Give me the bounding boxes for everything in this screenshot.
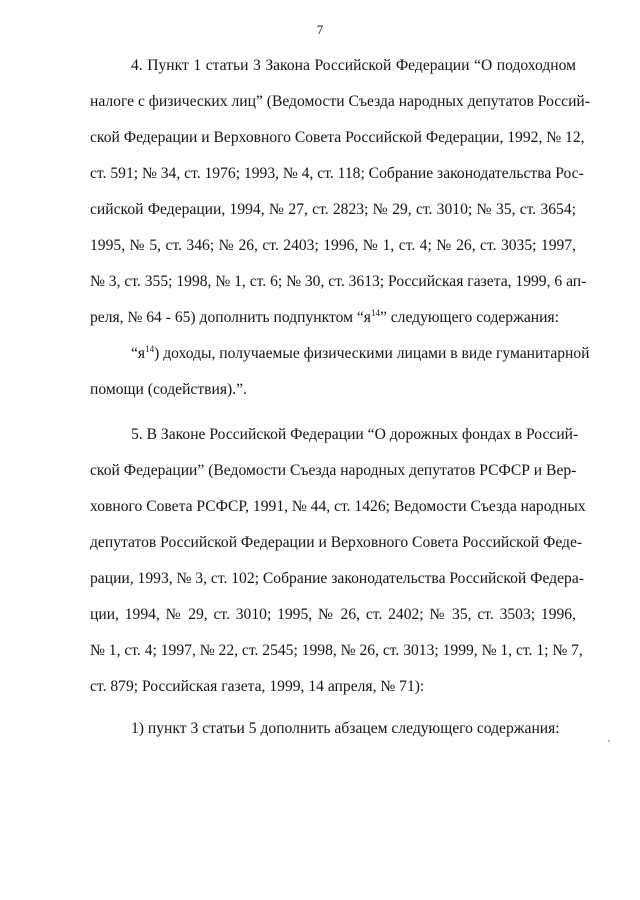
item4-line-1: 4. Пункт 1 статьи 3 Закона Российской Федерации “О подоходном [131, 57, 576, 74]
subitem1-line: 1) пункт 3 статьи 5 дополнить абзацем следующего содержания: [131, 720, 560, 737]
item5-line-2: ской Федерации” (Ведомости Съезда народных депутатов РСФСР и Вер- [90, 462, 577, 479]
item4-line-5: сийской Федерации, 1994, № 27, ст. 2823; № 29, ст. 3010; № 35, ст. 3654; [90, 201, 576, 218]
item5-line-8: ст. 879; Российская газета, 1999, 14 апреля, № 71): [90, 678, 425, 695]
item5-line-5: рации, 1993, № 3, ст. 102; Собрание законодательства Российской Федера- [90, 570, 584, 587]
page-number: 7 [316, 22, 324, 37]
item4-line-8-text-b: ” следующего содержания: [379, 309, 559, 326]
item4-line-4: ст. 591; № 34, ст. 1976; 1993, № 4, ст. 118; Собрание законодательства Рос- [90, 165, 584, 182]
item4-line-2: налоге с физических лиц” (Ведомости Съезда народных депутатов Россий- [90, 93, 590, 110]
quote-line-1 [131, 344, 590, 364]
item4-line-6: 1995, № 5, ст. 346; № 26, ст. 2403; 1996, № 1, ст. 4; № 26, ст. 3035; 1997, [90, 237, 576, 254]
item5-line-3: ховного Совета РСФСР, 1991, № 44, ст. 1426; Ведомости Съезда народных [90, 498, 586, 515]
item4-line-3: ской Федерации и Верховного Совета Российской Федерации, 1992, № 12, [90, 129, 585, 146]
quote-line-1-text-b: ) доходы, получаемые физическими лицами в виде гуманитарной [154, 345, 590, 362]
quote-line-1-text-a: “я [131, 345, 146, 362]
superscript: 14 [370, 308, 380, 318]
item5-line-7: № 1, ст. 4; 1997, № 22, ст. 2545; 1998, № 26, ст. 3013; 1999, № 1, ст. 1; № 7, [90, 642, 583, 659]
item5-line-4: депутатов Российской Федерации и Верховного Совета Российской Феде- [90, 534, 583, 551]
item5-line-1: 5. В Законе Российской Федерации “О дорожных фондах в Россий- [131, 426, 579, 443]
item4-line-7: № 3, ст. 355; 1998, № 1, ст. 6; № 30, ст. 3613; Российская газета, 1999, 6 ап- [90, 273, 587, 290]
superscript: 14 [145, 344, 155, 354]
item4-line-8-text-a: реля, № 64 - 65) дополнить подпунктом “я [90, 309, 371, 326]
scan-speck [608, 740, 610, 742]
quote-line-2: помощи (содействия).”. [90, 381, 247, 398]
item5-line-6: ции, 1994, № 29, ст. 3010; 1995, № 26, ст. 2402; № 35, ст. 3503; 1996, [90, 606, 576, 623]
item4-line-8 [90, 308, 576, 328]
